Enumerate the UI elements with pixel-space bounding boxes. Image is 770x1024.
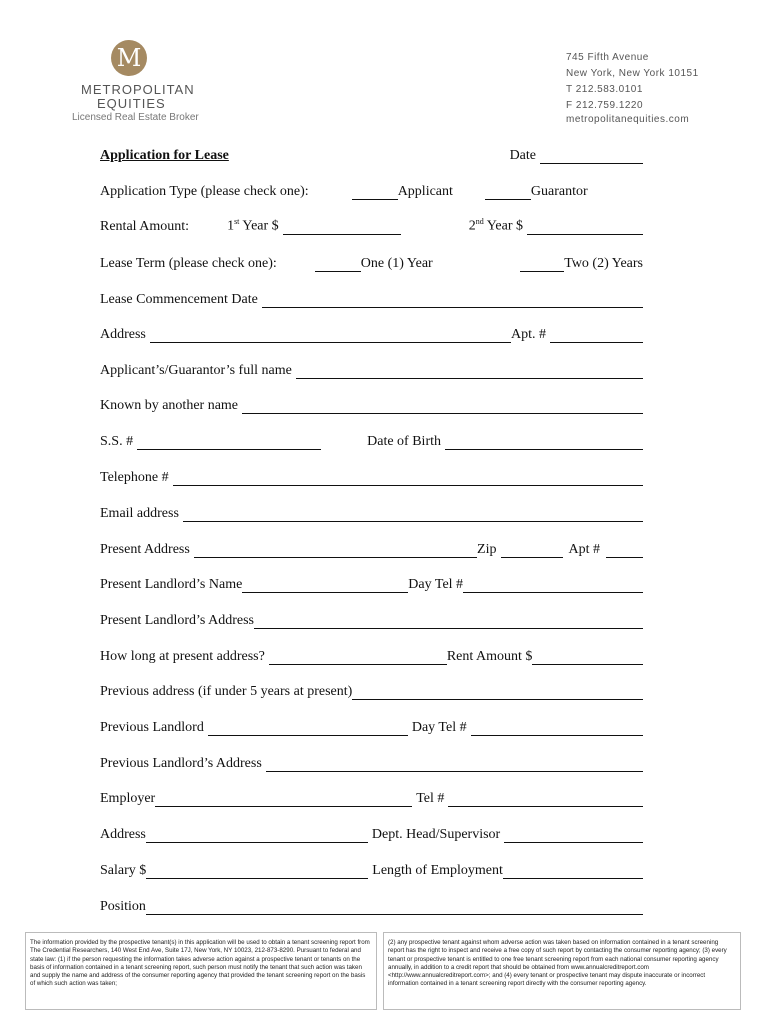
rental-amount-row [100, 215, 643, 235]
brand-tagline: Licensed Real Estate Broker [72, 112, 199, 123]
known-by-label: Known by another name [100, 398, 239, 413]
zip-field[interactable] [501, 543, 563, 558]
present-address-field[interactable] [194, 543, 477, 558]
ss-field[interactable] [137, 435, 321, 450]
address-city: New York, New York 10151 [566, 68, 699, 79]
landlord-day-tel-field[interactable] [463, 578, 643, 593]
previous-address-row [100, 680, 643, 700]
full-name-label: Applicant’s/Guarantor’s full name [100, 363, 292, 378]
apt-label-2: Apt # [568, 542, 600, 557]
two-years-label: Two (2) Years [564, 256, 643, 271]
phone-number: T 212.583.0101 [566, 84, 643, 95]
full-name-row [100, 359, 643, 379]
address-label: Address [100, 327, 146, 342]
employer-label: Employer [100, 791, 156, 806]
prev-landlord-address-row [100, 752, 643, 772]
previous-landlord-row [100, 716, 643, 736]
one-year-label: One (1) Year [360, 256, 433, 271]
second-year-amount-field[interactable] [527, 220, 643, 235]
dept-head-label: Dept. Head/Supervisor [371, 827, 501, 842]
salary-row [100, 859, 643, 879]
employer-row [100, 787, 643, 807]
commencement-row [100, 288, 643, 308]
first-year-label: 1st Year $ [227, 217, 279, 234]
how-long-label: How long at present address? [100, 649, 265, 664]
length-employment-label: Length of Employment [372, 863, 503, 878]
ss-label: S.S. # [100, 434, 134, 449]
day-tel-label-2: Day Tel # [411, 720, 467, 735]
prev-landlord-address-field[interactable] [266, 757, 643, 772]
employer-field[interactable] [155, 792, 412, 807]
apt-field[interactable] [550, 328, 643, 343]
employer-address-label: Address [100, 827, 146, 842]
email-row [100, 502, 643, 522]
present-address-row [100, 538, 643, 558]
position-label: Position [100, 899, 146, 914]
how-long-row [100, 645, 643, 665]
date-label: Date [509, 148, 536, 163]
salary-field[interactable] [146, 864, 368, 879]
telephone-row [100, 466, 643, 486]
applicant-checkbox[interactable] [352, 185, 398, 200]
position-row [100, 895, 643, 915]
how-long-field[interactable] [269, 650, 447, 665]
email-field[interactable] [183, 507, 643, 522]
tel-label: Tel # [416, 791, 445, 806]
previous-address-field[interactable] [352, 685, 643, 700]
form-title: Application for Lease [100, 148, 229, 163]
telephone-label: Telephone # [100, 470, 169, 485]
known-by-field[interactable] [242, 399, 643, 414]
rental-amount-label: Rental Amount: [100, 219, 190, 234]
commencement-label: Lease Commencement Date [100, 292, 258, 307]
company-logo: M [111, 40, 147, 76]
dob-label: Date of Birth [367, 434, 441, 449]
day-tel-label: Day Tel # [408, 577, 464, 592]
one-year-checkbox[interactable] [315, 257, 361, 272]
application-type-label: Application Type (please check one): [100, 184, 309, 199]
apt-label: Apt. # [511, 327, 546, 342]
brand-name-line2: EQUITIES [97, 96, 166, 111]
ss-dob-row [100, 430, 643, 450]
fax-number: F 212.759.1220 [566, 100, 644, 111]
landlord-address-field[interactable] [254, 614, 643, 629]
dob-field[interactable] [445, 435, 643, 450]
previous-address-label: Previous address (if under 5 years at present) [100, 684, 353, 699]
email-label: Email address [100, 506, 179, 521]
two-years-checkbox[interactable] [520, 257, 564, 272]
screening-notice-right: (2) any prospective tenant against whom adverse action was taken based on information contained in a tenant screening report has the right to inspect and receive a free copy of such report by contacting the consumer reporting agency; (3) every tenant or prospective tenant is entitled to one free tenant screening report from each national consumer reporting agency annually, in addition to a credit report that should be obtained from www.annualcreditreport.com <http://www.annualcreditreport.com>; and (4) every tenant or prospective tenant may dispute inaccurate or incorrect information contained in a tenant screening report directly with the consumer reporting agency. [383, 932, 741, 1010]
prev-landlord-address-label: Previous Landlord’s Address [100, 756, 262, 771]
dept-head-field[interactable] [504, 828, 643, 843]
address-street: 745 Fifth Avenue [566, 52, 649, 63]
landlord-address-row [100, 609, 643, 629]
position-field[interactable] [146, 900, 643, 915]
landlord-name-label: Present Landlord’s Name [100, 577, 243, 592]
telephone-field[interactable] [173, 471, 643, 486]
brand-name-line1: METROPOLITAN [81, 82, 195, 97]
rent-amount-label: Rent Amount $ [446, 649, 533, 664]
present-apt-field[interactable] [606, 543, 643, 558]
first-year-amount-field[interactable] [283, 220, 401, 235]
landlord-name-field[interactable] [242, 578, 408, 593]
previous-landlord-tel-field[interactable] [471, 721, 643, 736]
previous-landlord-label: Previous Landlord [100, 720, 204, 735]
lease-term-label: Lease Term (please check one): [100, 256, 277, 271]
lease-term-row [100, 252, 643, 272]
website: metropolitanequities.com [566, 114, 690, 125]
commencement-date-field[interactable] [262, 293, 643, 308]
present-address-label: Present Address [100, 542, 190, 557]
full-name-field[interactable] [296, 364, 643, 379]
employer-tel-field[interactable] [448, 792, 643, 807]
length-employment-field[interactable] [503, 864, 643, 879]
address-row [100, 323, 643, 343]
second-year-label: 2nd Year $ [468, 217, 523, 234]
employer-address-row [100, 823, 643, 843]
application-type-row [100, 180, 643, 200]
salary-label: Salary $ [100, 863, 147, 878]
previous-landlord-field[interactable] [208, 721, 408, 736]
landlord-address-label: Present Landlord’s Address [100, 613, 254, 628]
screening-notice-left: The information provided by the prospective tenant(s) in this application will be used to obtain a tenant screening report from The Credential Researchers, 140 West End Ave, Suite 17J, New York, NY 10023, 212-873-8290. Pursuant to federal and state law: (1) if the person requesting the information takes adverse action against a prospective tenant or tenants on the basis of information contained in a tenant screening report, such person must notify the tenant that such action was taken and supply the name and address of the consumer reporting agency that provided the tenant screening report on the basis of which such action was taken; [25, 932, 377, 1010]
guarantor-label: Guarantor [530, 184, 588, 199]
rent-amount-field[interactable] [532, 650, 643, 665]
applicant-label: Applicant [397, 184, 453, 199]
address-field[interactable] [150, 328, 511, 343]
known-by-row [100, 394, 643, 414]
date-field[interactable] [540, 149, 643, 164]
landlord-name-row [100, 573, 643, 593]
title-row [100, 144, 643, 164]
employer-address-field[interactable] [146, 828, 368, 843]
guarantor-checkbox[interactable] [485, 185, 531, 200]
zip-label: Zip [477, 542, 497, 557]
